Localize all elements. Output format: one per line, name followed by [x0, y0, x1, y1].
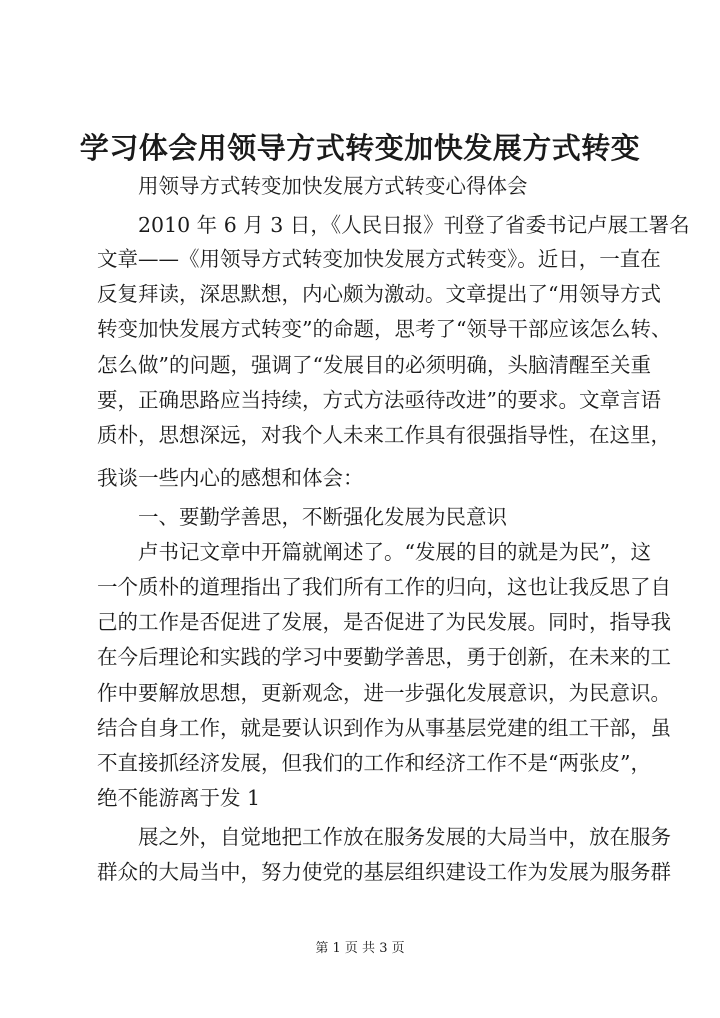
- text-line: 作中要解放思想，更新观念，进一步强化发展意识，为民意识。: [97, 681, 671, 705]
- text-line: 要，正确思路应当持续，方式方法亟待改进”的要求。文章言语: [97, 388, 661, 412]
- text-line: 己的工作是否促进了发展，是否促进了为民发展。同时，指导我: [97, 610, 671, 634]
- text-line: 不直接抓经济发展，但我们的工作和经济工作不是“两张皮”，: [97, 751, 651, 775]
- text-line: 结合自身工作，就是要认识到作为从事基层党建的组工干部，虽: [97, 716, 671, 740]
- text-line: 反复拜读，深思默想，内心颇为激动。文章提出了“用领导方式: [97, 282, 661, 306]
- page-number: 第 1 页 共 3 页: [315, 941, 405, 956]
- text-line: 转变加快发展方式转变”的命题，思考了“领导干部应该怎么转、: [97, 317, 672, 341]
- text-line: 质朴，思想深远，对我个人未来工作具有很强指导性，在这里，: [97, 423, 671, 447]
- text-line: 群众的大局当中，努力使党的基层组织建设工作为发展为服务群: [97, 860, 671, 884]
- text-line: 在今后理论和实践的学习中要勤学善思，勇于创新，在未来的工: [97, 645, 671, 669]
- text-line: 2010 年 6 月 3 日，《人民日报》刊登了省委书记卢展工署名: [138, 213, 690, 237]
- text-line: 我谈一些内心的感想和体会：: [97, 466, 364, 490]
- section-heading: 一、要勤学善思，不断强化发展为民意识: [138, 505, 507, 529]
- text-line: 文章——《用领导方式转变加快发展方式转变》。近日，一直在: [97, 247, 661, 271]
- text-line: 怎么做”的问题，强调了“发展目的必须明确，头脑清醒至关重: [97, 353, 651, 377]
- text-line: 一个质朴的道理指出了我们所有工作的归向，这也让我反思了自: [97, 575, 671, 599]
- text-line: 展之外，自觉地把工作放在服务发展的大局当中，放在服务: [138, 825, 671, 849]
- document-title: 学习体会用领导方式转变加快发展方式转变: [79, 131, 641, 165]
- text-line: 绝不能游离于发 1: [97, 786, 261, 810]
- text-line: 卢书记文章中开篇就阐述了。“发展的目的就是为民”，这: [138, 540, 651, 564]
- subtitle-line: 用领导方式转变加快发展方式转变心得体会: [138, 174, 528, 198]
